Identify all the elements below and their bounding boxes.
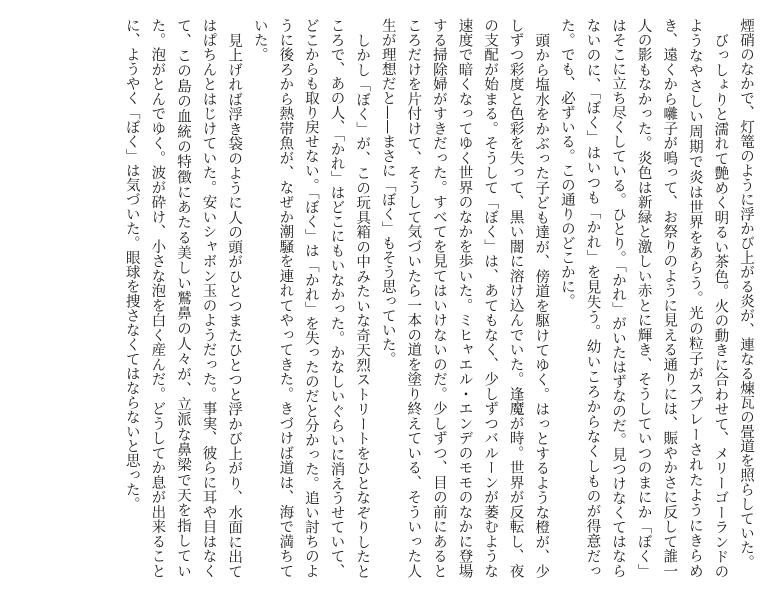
paragraph-lantern-flames: 煙硝のなかで、灯篭のように浮かび上がる炎が、連なる煉瓦の畳道を照らしていた。 [738, 18, 754, 569]
vertical-text-body [118, 18, 758, 578]
paragraph-sea-bubbles: 見上げれば浮き袋のように人の頭がひとつまたひとつと浮かび上がり、水面に出てはぱちんとはじけていた。安いシャボン玉のようだった。事実、彼らに耳や目はなくて、この島の血統の特徴にあたる美しい鷲鼻の人々が、立派な鼻梁で天を指していた。泡がとんでゆく。波が砕け、小さな泡を白く産んだ。どうしてか息が出来ることに、ようやく「ぼく」は気づいた。眼球を捜さなくてはならないと思った。 [123, 18, 243, 578]
paragraph-twilight: 頭から塩水をかぶった子ども達が、傍道を駆けてゆく。はっとするような橙が、少しずつ彩度と色彩を失って、黒い闇に溶け込んでいた。逢魔が時。世界が反転し、夜の支配が始まる。そうして「ぼく」は、あてもなく、少しずつバルーンが萎むような速度で暗くなってゆく世界のなかを歩いた。ミヒャエル・エンデのモモのなかに登場する掃除婦がすきだった。すべてを見てはいけないのだ。少しずつ、目の前にあるところだけを片付けて、そうして気づいたら一本の道を塗り終えている、そういった人生が理想だと——まさに「ぼく」もそう思っていた。 [379, 18, 550, 578]
paragraph-toybox-street: しかし「ぼく」が、この玩具箱の中みたいな奇天烈ストリートをひとなぞりしたところで、あの人、「かれ」はどこにもいなかった。かなしいぐらいに消えうせていて、どこからも取り戻せない。「ぼく」は「かれ」を失ったのだと分かった。追い討ちのように後ろから熱帯魚が、なぜか潮騒を連れてやってきた。きづけば道は、海で満ちていた。 [251, 18, 371, 578]
paragraph-brick-street: びっしょりと濡れて艶めく明るい茶色。火の動きに合わせて、メリーゴーランドのようなやさしい周期で炎は世界をあらう。光の粒子がスプレーされたようにきらめき、遠くから囃子が鳴って、お祭りのように見える通りには、賑やかさに反して誰一人の影もなかった。炎色は新緑と激しい赤とに輝き、そうしていつのまにか「ぼく」はそこに立ち尽くしている。ひとり。「かれ」がいたはずなのだ。見つけなくてはならないのに、「ぼく」はいつも「かれ」を見失う。幼いころからなくしものが得意だった。でも、必ずいる。この通りのどこかに。 [558, 18, 729, 578]
